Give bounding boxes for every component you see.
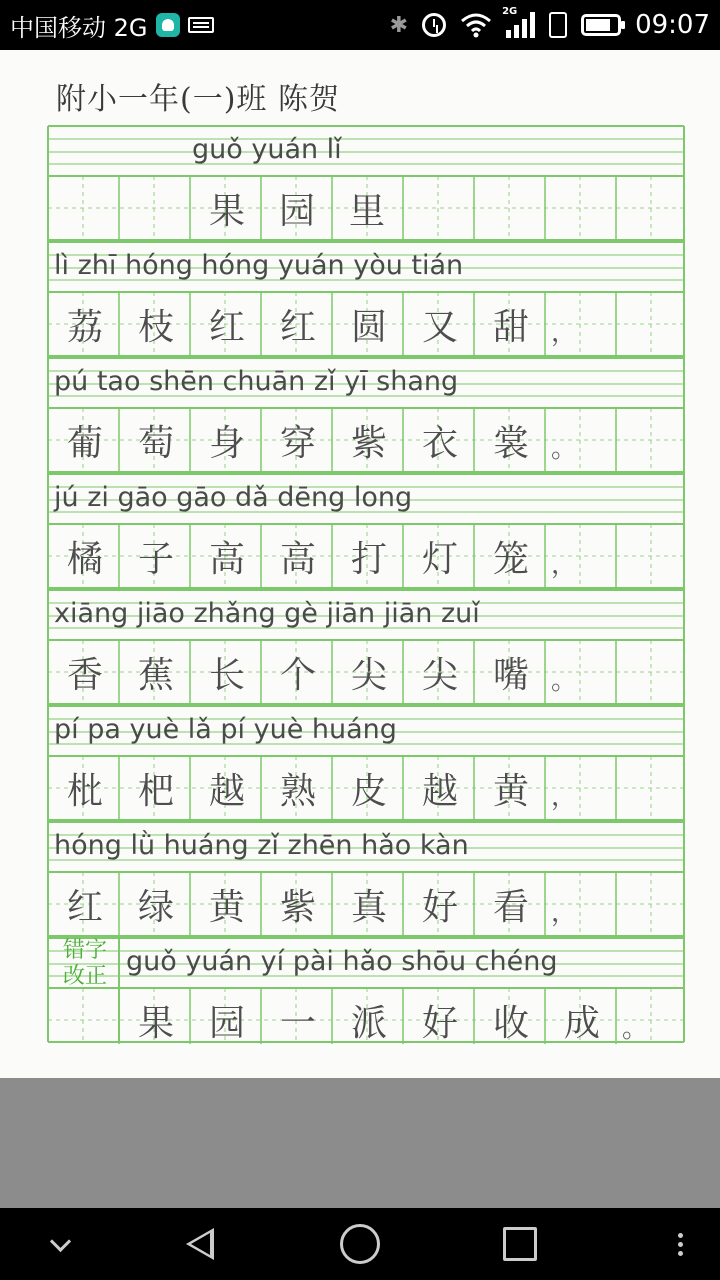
character-line <box>46 988 686 1052</box>
home-button[interactable] <box>310 1208 410 1280</box>
character-line <box>46 292 686 356</box>
character-line <box>46 872 686 936</box>
character-cell: 高 <box>208 538 245 580</box>
character-cell: 个 <box>279 654 316 696</box>
pinyin-line <box>46 240 686 292</box>
character-cell: 杷 <box>137 770 174 812</box>
character-cell: 皮 <box>350 770 387 812</box>
chevron-down-icon <box>49 1230 70 1251</box>
character-cell: 绿 <box>137 886 174 928</box>
character-cell: 子 <box>137 538 174 580</box>
battery-icon <box>581 14 621 36</box>
character-cell: 成 <box>563 1002 600 1044</box>
character-cell: 越 <box>421 770 458 812</box>
punctuation-mark: ， <box>551 318 578 348</box>
character-cell: 甜 <box>492 306 529 348</box>
character-cell: 枝 <box>137 306 174 348</box>
header-note: 附小一年(一)班 陈贺 <box>56 82 340 117</box>
carrier-label: 中国移动 2G <box>10 13 148 42</box>
character-cell: 红 <box>279 306 316 348</box>
character-cell: 熟 <box>279 770 316 812</box>
writing-grid <box>46 124 686 1044</box>
character-cell: 果 <box>137 1002 174 1044</box>
character-line <box>46 524 686 588</box>
character-cell: 黄 <box>492 770 529 812</box>
character-cell: 香 <box>66 654 103 696</box>
punctuation-mark: ， <box>551 550 578 580</box>
title-pinyin <box>46 124 686 176</box>
character-cell: 黄 <box>208 886 245 928</box>
character-cell: 萄 <box>137 422 174 464</box>
punctuation-mark: 。 <box>622 1014 649 1044</box>
recent-apps-icon <box>503 1227 537 1261</box>
punctuation-mark: 。 <box>551 434 578 464</box>
pinyin-line <box>46 704 686 756</box>
character-cell: 尖 <box>421 654 458 696</box>
keyboard-icon <box>188 17 214 33</box>
hide-nav-button[interactable] <box>10 1208 110 1280</box>
back-button[interactable] <box>150 1208 250 1280</box>
pinyin-line <box>46 472 686 524</box>
title-pinyin-text: guǒ yuán lǐ <box>192 134 342 165</box>
punctuation-mark: ， <box>551 782 578 812</box>
character-cell: 尖 <box>350 654 387 696</box>
character-cell: 红 <box>208 306 245 348</box>
character-cell: 打 <box>350 538 387 580</box>
pinyin-text: hóng lǜ huáng zǐ zhēn hǎo kàn <box>54 830 469 861</box>
character-line <box>46 408 686 472</box>
character-cell: 好 <box>421 886 458 928</box>
recent-apps-button[interactable] <box>470 1208 570 1280</box>
huawei-app-icon <box>156 13 180 37</box>
character-cell: 紫 <box>279 886 316 928</box>
pinyin-text: pú tao shēn chuān zǐ yī shang <box>54 366 459 397</box>
character-cell: 身 <box>208 422 245 464</box>
status-right <box>390 0 710 50</box>
network-tag: 2G <box>502 6 518 17</box>
character-cell: 嘴 <box>492 654 529 696</box>
character-cell: 紫 <box>350 422 387 464</box>
more-icon <box>678 1242 683 1247</box>
character-cell: 红 <box>66 886 103 928</box>
character-cell: 灯 <box>421 538 458 580</box>
alarm-clock-icon <box>422 13 446 37</box>
character-cell: 裳 <box>492 422 529 464</box>
punctuation-mark: 。 <box>551 666 578 696</box>
character-cell: 圆 <box>350 306 387 348</box>
status-left <box>10 0 214 50</box>
signal-icon <box>502 6 535 38</box>
pinyin-line <box>46 820 686 872</box>
pinyin-text: xiāng jiāo zhǎng gè jiān jiān zuǐ <box>54 598 480 629</box>
back-icon <box>186 1228 214 1260</box>
more-button[interactable] <box>630 1208 720 1280</box>
character-cell: 高 <box>279 538 316 580</box>
character-cell: 一 <box>279 1002 316 1044</box>
sim-icon <box>549 12 567 38</box>
title-char: 果 <box>208 190 245 232</box>
character-cell: 笼 <box>492 538 529 580</box>
character-cell: 园 <box>208 1002 245 1044</box>
wifi-icon <box>460 12 492 38</box>
pinyin-line <box>46 588 686 640</box>
bluetooth-icon: ✱ <box>389 12 409 38</box>
title-char: 园 <box>278 190 315 232</box>
character-cell: 又 <box>421 306 458 348</box>
character-cell: 荔 <box>66 306 103 348</box>
clock-time: 09:07 <box>635 10 710 40</box>
character-cell: 蕉 <box>137 654 174 696</box>
worksheet-photo[interactable] <box>0 50 720 1078</box>
character-cell: 好 <box>421 1002 458 1044</box>
character-cell: 枇 <box>66 770 103 812</box>
character-cell: 橘 <box>66 538 103 580</box>
navigation-bar <box>0 1208 720 1280</box>
correction-label: 错字改正 <box>62 938 107 989</box>
character-cell: 葡 <box>66 422 103 464</box>
battery-fill <box>586 19 610 31</box>
pinyin-text: jú zi gāo gāo dǎ dēng long <box>54 482 413 513</box>
pinyin-line <box>46 936 686 988</box>
character-cell: 穿 <box>279 422 316 464</box>
status-bar <box>0 0 720 50</box>
character-line <box>46 756 686 820</box>
title-chars <box>46 176 686 240</box>
home-icon <box>340 1224 380 1264</box>
pinyin-text: lì zhī hóng hóng yuán yòu tián <box>54 250 464 281</box>
character-cell: 真 <box>350 886 387 928</box>
character-cell: 看 <box>492 886 529 928</box>
character-cell: 派 <box>350 1002 387 1044</box>
pinyin-text: pí pa yuè lǎ pí yuè huáng <box>54 714 397 745</box>
pinyin-text: guǒ yuán yí pài hǎo shōu chéng <box>126 946 558 977</box>
character-cell: 越 <box>208 770 245 812</box>
character-cell: 收 <box>492 1002 529 1044</box>
punctuation-mark: ， <box>551 898 578 928</box>
character-cell: 衣 <box>421 422 458 464</box>
character-cell: 长 <box>208 654 245 696</box>
pinyin-line <box>46 356 686 408</box>
character-line <box>46 640 686 704</box>
title-char: 里 <box>348 190 385 232</box>
